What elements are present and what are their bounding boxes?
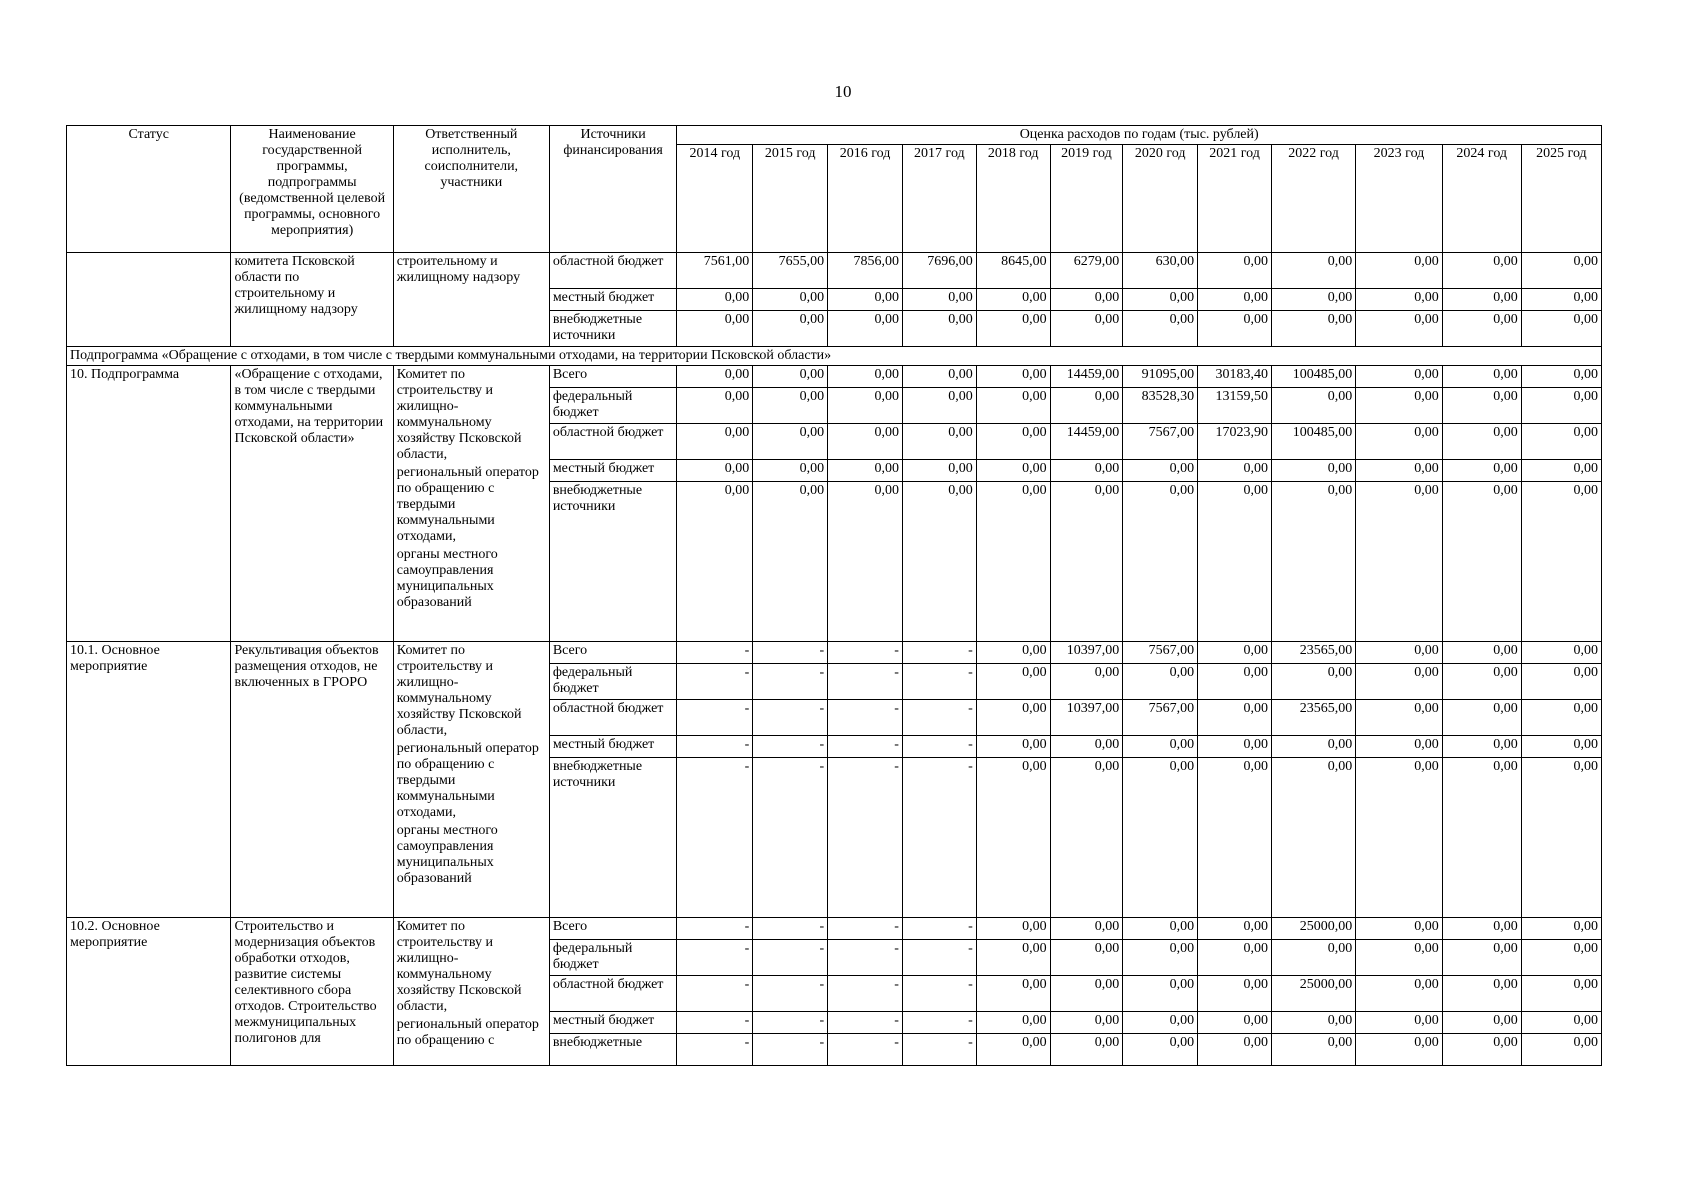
- value-cell: 0,00: [1521, 366, 1601, 388]
- value-cell: 0,00: [1198, 1034, 1272, 1066]
- program-name-cell: Рекультивация объектов размещения отходов, не включенных в ГРОРО: [231, 642, 393, 918]
- funding-source: местный бюджет: [549, 1012, 677, 1034]
- value-cell: 0,00: [1198, 289, 1272, 311]
- table-row: [67, 918, 1602, 940]
- value-cell: 0,00: [753, 289, 828, 311]
- value-cell: 0,00: [1271, 940, 1355, 976]
- funding-source: федеральный бюджет: [549, 940, 677, 976]
- value-cell: 0,00: [1356, 424, 1442, 460]
- value-cell: -: [902, 664, 976, 700]
- value-cell: 7567,00: [1123, 642, 1198, 664]
- value-cell: 0,00: [1123, 736, 1198, 758]
- value-cell: -: [828, 1034, 903, 1066]
- value-cell: 83528,30: [1123, 388, 1198, 424]
- value-cell: 0,00: [753, 388, 828, 424]
- value-cell: 0,00: [976, 976, 1050, 1012]
- executor-entry: Комитет по строительству и жилищно-коммунальному хозяйству Псковской области,: [396, 643, 522, 738]
- funding-source: внебюджетные источники: [549, 758, 677, 918]
- table-row: [67, 642, 1602, 664]
- value-cell: -: [677, 736, 753, 758]
- executor-entry: региональный оператор по обращению с: [396, 1017, 539, 1048]
- value-cell: 0,00: [976, 1012, 1050, 1034]
- value-cell: 0,00: [1356, 460, 1442, 482]
- value-cell: -: [753, 940, 828, 976]
- program-name-cell: «Обращение с отходами, в том числе с твердыми коммунальными отходами, на территории Псковской области»: [231, 366, 393, 642]
- value-cell: 0,00: [1271, 758, 1355, 918]
- value-cell: 0,00: [976, 289, 1050, 311]
- value-cell: 0,00: [1198, 940, 1272, 976]
- value-cell: -: [677, 940, 753, 976]
- value-cell: -: [677, 664, 753, 700]
- value-cell: 0,00: [1271, 311, 1355, 347]
- value-cell: 0,00: [1198, 253, 1272, 289]
- value-cell: 0,00: [1521, 664, 1601, 700]
- value-cell: 7655,00: [753, 253, 828, 289]
- value-cell: 0,00: [828, 289, 903, 311]
- value-cell: -: [902, 1034, 976, 1066]
- value-cell: -: [828, 918, 903, 940]
- value-cell: 0,00: [1198, 1012, 1272, 1034]
- value-cell: 630,00: [1123, 253, 1198, 289]
- value-cell: -: [828, 664, 903, 700]
- year-header: 2018 год: [976, 145, 1050, 253]
- value-cell: 91095,00: [1123, 366, 1198, 388]
- funding-source: областной бюджет: [549, 976, 677, 1012]
- funding-source: областной бюджет: [549, 700, 677, 736]
- value-cell: 0,00: [976, 758, 1050, 918]
- executor-entry: региональный оператор по обращению с твердыми коммунальными отходами,: [396, 741, 539, 820]
- status-cell: [67, 253, 231, 347]
- value-cell: 0,00: [1442, 482, 1521, 642]
- funding-source: Всего: [549, 366, 677, 388]
- year-header: 2024 год: [1442, 145, 1521, 253]
- value-cell: 0,00: [902, 366, 976, 388]
- value-cell: 0,00: [1271, 460, 1355, 482]
- year-header: 2017 год: [902, 145, 976, 253]
- value-cell: 0,00: [1521, 758, 1601, 918]
- section-title: Подпрограмма «Обращение с отходами, в том числе с твердыми коммунальными отходами, на территории Псковской области»: [67, 347, 1602, 366]
- value-cell: 0,00: [1050, 388, 1123, 424]
- value-cell: 0,00: [1521, 700, 1601, 736]
- value-cell: 0,00: [1123, 664, 1198, 700]
- value-cell: 0,00: [1356, 736, 1442, 758]
- value-cell: 0,00: [1271, 253, 1355, 289]
- value-cell: 30183,40: [1198, 366, 1272, 388]
- executor-cell: [393, 642, 549, 918]
- value-cell: 0,00: [1521, 388, 1601, 424]
- value-cell: 0,00: [1198, 758, 1272, 918]
- funding-source: местный бюджет: [549, 736, 677, 758]
- value-cell: 100485,00: [1271, 366, 1355, 388]
- expenses-table: [66, 125, 1602, 1066]
- value-cell: 0,00: [677, 366, 753, 388]
- value-cell: 0,00: [1521, 311, 1601, 347]
- value-cell: 0,00: [1521, 253, 1601, 289]
- value-cell: 0,00: [976, 482, 1050, 642]
- value-cell: 0,00: [1198, 311, 1272, 347]
- value-cell: 0,00: [1050, 758, 1123, 918]
- value-cell: 0,00: [1123, 758, 1198, 918]
- value-cell: 0,00: [677, 482, 753, 642]
- header-funding-sources: Источники финансирования: [549, 126, 677, 253]
- executor-entry: региональный оператор по обращению с твердыми коммунальными отходами,: [396, 465, 539, 544]
- value-cell: 0,00: [1198, 664, 1272, 700]
- value-cell: -: [753, 642, 828, 664]
- value-cell: 0,00: [1050, 736, 1123, 758]
- value-cell: -: [828, 736, 903, 758]
- value-cell: 0,00: [1198, 482, 1272, 642]
- executor-cell: [393, 366, 549, 642]
- value-cell: 0,00: [1123, 289, 1198, 311]
- value-cell: 0,00: [753, 311, 828, 347]
- value-cell: -: [677, 1012, 753, 1034]
- value-cell: -: [902, 642, 976, 664]
- value-cell: 0,00: [1123, 918, 1198, 940]
- value-cell: 0,00: [828, 311, 903, 347]
- funding-source: внебюджетные источники: [549, 482, 677, 642]
- value-cell: 0,00: [976, 700, 1050, 736]
- value-cell: -: [677, 1034, 753, 1066]
- status-cell: 10.1. Основное мероприятие: [67, 642, 231, 918]
- value-cell: 0,00: [902, 482, 976, 642]
- value-cell: 0,00: [976, 940, 1050, 976]
- value-cell: 0,00: [828, 424, 903, 460]
- value-cell: 0,00: [1356, 664, 1442, 700]
- value-cell: 0,00: [1442, 366, 1521, 388]
- executor-entry: Комитет по строительству и жилищно-коммунальному хозяйству Псковской области,: [396, 367, 522, 462]
- table-row: [67, 366, 1602, 388]
- value-cell: 0,00: [1442, 311, 1521, 347]
- year-header: 2023 год: [1356, 145, 1442, 253]
- value-cell: 0,00: [677, 289, 753, 311]
- value-cell: 0,00: [1123, 460, 1198, 482]
- value-cell: 0,00: [677, 460, 753, 482]
- value-cell: 0,00: [1356, 388, 1442, 424]
- year-header: 2019 год: [1050, 145, 1123, 253]
- value-cell: 0,00: [1271, 289, 1355, 311]
- value-cell: 0,00: [1521, 940, 1601, 976]
- funding-source: Всего: [549, 642, 677, 664]
- value-cell: 0,00: [1356, 940, 1442, 976]
- value-cell: 0,00: [828, 460, 903, 482]
- value-cell: 23565,00: [1271, 700, 1355, 736]
- value-cell: 0,00: [1123, 311, 1198, 347]
- value-cell: 0,00: [1356, 482, 1442, 642]
- header-expenses: Оценка расходов по годам (тыс. рублей): [677, 126, 1602, 145]
- value-cell: 0,00: [1271, 388, 1355, 424]
- value-cell: -: [753, 700, 828, 736]
- section-row: [67, 347, 1602, 366]
- value-cell: -: [753, 918, 828, 940]
- value-cell: 0,00: [753, 482, 828, 642]
- value-cell: -: [677, 918, 753, 940]
- value-cell: 0,00: [1356, 311, 1442, 347]
- value-cell: 0,00: [1356, 758, 1442, 918]
- value-cell: 0,00: [1521, 736, 1601, 758]
- value-cell: 7567,00: [1123, 424, 1198, 460]
- value-cell: 0,00: [976, 388, 1050, 424]
- value-cell: 25000,00: [1271, 976, 1355, 1012]
- value-cell: 10397,00: [1050, 700, 1123, 736]
- page-number: 10: [834, 82, 852, 101]
- value-cell: 100485,00: [1271, 424, 1355, 460]
- value-cell: 0,00: [1442, 758, 1521, 918]
- value-cell: 7561,00: [677, 253, 753, 289]
- value-cell: 0,00: [1442, 253, 1521, 289]
- value-cell: 8645,00: [976, 253, 1050, 289]
- value-cell: 0,00: [753, 424, 828, 460]
- value-cell: 14459,00: [1050, 366, 1123, 388]
- value-cell: 0,00: [1050, 664, 1123, 700]
- value-cell: 0,00: [1356, 642, 1442, 664]
- value-cell: 0,00: [902, 311, 976, 347]
- year-header: 2021 год: [1198, 145, 1272, 253]
- executor-cell: [393, 918, 549, 1066]
- value-cell: -: [753, 976, 828, 1012]
- value-cell: 0,00: [1356, 366, 1442, 388]
- value-cell: 0,00: [1050, 976, 1123, 1012]
- executor-entry: Комитет по строительству и жилищно-коммунальному хозяйству Псковской области,: [396, 919, 522, 1014]
- value-cell: 0,00: [1356, 1034, 1442, 1066]
- value-cell: 0,00: [1123, 940, 1198, 976]
- header-status: Статус: [67, 126, 231, 253]
- funding-source: внебюджетные: [549, 1034, 677, 1066]
- value-cell: 0,00: [1521, 1012, 1601, 1034]
- value-cell: 0,00: [1271, 1034, 1355, 1066]
- year-header: 2022 год: [1271, 145, 1355, 253]
- year-header: 2016 год: [828, 145, 903, 253]
- header-program-name: Наименование государственной программы, подпрограммы (ведомственной целевой программы, основного мероприятия): [231, 126, 393, 253]
- value-cell: -: [902, 918, 976, 940]
- value-cell: 6279,00: [1050, 253, 1123, 289]
- value-cell: 0,00: [1050, 289, 1123, 311]
- value-cell: 0,00: [1198, 700, 1272, 736]
- value-cell: 0,00: [1356, 700, 1442, 736]
- value-cell: 14459,00: [1050, 424, 1123, 460]
- value-cell: -: [902, 1012, 976, 1034]
- value-cell: 0,00: [1050, 482, 1123, 642]
- value-cell: -: [677, 700, 753, 736]
- funding-source: местный бюджет: [549, 460, 677, 482]
- value-cell: 0,00: [753, 366, 828, 388]
- value-cell: 0,00: [1442, 700, 1521, 736]
- value-cell: -: [828, 1012, 903, 1034]
- value-cell: 0,00: [1442, 736, 1521, 758]
- value-cell: 0,00: [1521, 289, 1601, 311]
- value-cell: 0,00: [1198, 976, 1272, 1012]
- value-cell: 0,00: [753, 460, 828, 482]
- value-cell: 0,00: [1521, 1034, 1601, 1066]
- table-body: [67, 253, 1602, 1066]
- value-cell: 0,00: [902, 289, 976, 311]
- value-cell: 0,00: [828, 388, 903, 424]
- header-executor: Ответственный исполнитель, соисполнители, участники: [393, 126, 549, 253]
- funding-source: местный бюджет: [549, 289, 677, 311]
- value-cell: 13159,50: [1198, 388, 1272, 424]
- value-cell: 25000,00: [1271, 918, 1355, 940]
- value-cell: -: [828, 940, 903, 976]
- value-cell: -: [677, 642, 753, 664]
- value-cell: 0,00: [1050, 311, 1123, 347]
- value-cell: 0,00: [1442, 289, 1521, 311]
- value-cell: 0,00: [1442, 424, 1521, 460]
- value-cell: 0,00: [1521, 424, 1601, 460]
- value-cell: -: [828, 700, 903, 736]
- value-cell: 0,00: [1442, 460, 1521, 482]
- value-cell: 0,00: [976, 424, 1050, 460]
- value-cell: 0,00: [976, 642, 1050, 664]
- value-cell: 0,00: [1123, 482, 1198, 642]
- table-row: [67, 253, 1602, 289]
- value-cell: 0,00: [902, 424, 976, 460]
- value-cell: -: [902, 700, 976, 736]
- value-cell: -: [753, 758, 828, 918]
- value-cell: -: [753, 1034, 828, 1066]
- value-cell: 0,00: [1271, 736, 1355, 758]
- value-cell: 7567,00: [1123, 700, 1198, 736]
- funding-source: Всего: [549, 918, 677, 940]
- funding-source: внебюджетные источники: [549, 311, 677, 347]
- value-cell: 0,00: [677, 388, 753, 424]
- value-cell: 0,00: [1442, 918, 1521, 940]
- value-cell: -: [753, 664, 828, 700]
- value-cell: 0,00: [677, 424, 753, 460]
- value-cell: 0,00: [1521, 642, 1601, 664]
- funding-source: федеральный бюджет: [549, 388, 677, 424]
- value-cell: 0,00: [1442, 1012, 1521, 1034]
- year-header: 2015 год: [753, 145, 828, 253]
- value-cell: 7856,00: [828, 253, 903, 289]
- value-cell: 0,00: [1356, 253, 1442, 289]
- value-cell: 0,00: [1271, 664, 1355, 700]
- value-cell: 0,00: [1356, 1012, 1442, 1034]
- status-cell: 10.2. Основное мероприятие: [67, 918, 231, 1066]
- value-cell: -: [828, 642, 903, 664]
- value-cell: 0,00: [1050, 940, 1123, 976]
- value-cell: 0,00: [1123, 1034, 1198, 1066]
- value-cell: 0,00: [976, 736, 1050, 758]
- value-cell: 0,00: [1442, 664, 1521, 700]
- value-cell: -: [902, 976, 976, 1012]
- value-cell: 0,00: [1271, 482, 1355, 642]
- value-cell: 0,00: [976, 1034, 1050, 1066]
- funding-source: областной бюджет: [549, 424, 677, 460]
- value-cell: 0,00: [976, 311, 1050, 347]
- value-cell: 0,00: [828, 366, 903, 388]
- value-cell: 0,00: [1356, 918, 1442, 940]
- value-cell: 7696,00: [902, 253, 976, 289]
- value-cell: 0,00: [1521, 460, 1601, 482]
- value-cell: 0,00: [1521, 918, 1601, 940]
- status-cell: 10. Подпрограмма: [67, 366, 231, 642]
- executor-entry: органы местного самоуправления муниципальных образований: [396, 823, 498, 886]
- value-cell: -: [902, 940, 976, 976]
- funding-source: федеральный бюджет: [549, 664, 677, 700]
- value-cell: 0,00: [1271, 1012, 1355, 1034]
- value-cell: 0,00: [1442, 388, 1521, 424]
- value-cell: 0,00: [1050, 1012, 1123, 1034]
- value-cell: 0,00: [1198, 460, 1272, 482]
- value-cell: 0,00: [976, 664, 1050, 700]
- program-name-cell: Строительство и модернизация объектов обработки отходов, развитие системы селективного сбора отходов. Строительство межмуниципальных полигонов для: [231, 918, 393, 1066]
- value-cell: 0,00: [1356, 289, 1442, 311]
- value-cell: -: [828, 976, 903, 1012]
- value-cell: 0,00: [976, 460, 1050, 482]
- value-cell: 0,00: [902, 460, 976, 482]
- value-cell: 0,00: [902, 388, 976, 424]
- executor-entry: органы местного самоуправления муниципальных образований: [396, 547, 498, 610]
- value-cell: 0,00: [1442, 1034, 1521, 1066]
- value-cell: 0,00: [1050, 918, 1123, 940]
- year-header: 2025 год: [1521, 145, 1601, 253]
- value-cell: -: [753, 1012, 828, 1034]
- value-cell: -: [902, 758, 976, 918]
- value-cell: 0,00: [1442, 642, 1521, 664]
- value-cell: 0,00: [1123, 976, 1198, 1012]
- program-name-cell: комитета Псковской области по строительному и жилищному надзору: [231, 253, 393, 347]
- value-cell: 23565,00: [1271, 642, 1355, 664]
- value-cell: 0,00: [677, 311, 753, 347]
- funding-source: областной бюджет: [549, 253, 677, 289]
- value-cell: 0,00: [1050, 1034, 1123, 1066]
- value-cell: 0,00: [1198, 736, 1272, 758]
- value-cell: 0,00: [1521, 482, 1601, 642]
- value-cell: -: [753, 736, 828, 758]
- value-cell: 0,00: [1521, 976, 1601, 1012]
- value-cell: 0,00: [1442, 940, 1521, 976]
- value-cell: 0,00: [1442, 976, 1521, 1012]
- value-cell: 0,00: [1198, 642, 1272, 664]
- value-cell: 0,00: [1198, 918, 1272, 940]
- value-cell: -: [902, 736, 976, 758]
- value-cell: -: [677, 976, 753, 1012]
- value-cell: 0,00: [976, 918, 1050, 940]
- year-header: 2020 год: [1123, 145, 1198, 253]
- value-cell: 0,00: [828, 482, 903, 642]
- executor-cell: строительному и жилищному надзору: [393, 253, 549, 347]
- value-cell: 0,00: [1356, 976, 1442, 1012]
- value-cell: -: [828, 758, 903, 918]
- value-cell: 0,00: [1123, 1012, 1198, 1034]
- value-cell: -: [677, 758, 753, 918]
- value-cell: 10397,00: [1050, 642, 1123, 664]
- value-cell: 0,00: [976, 366, 1050, 388]
- value-cell: 0,00: [1050, 460, 1123, 482]
- year-header: 2014 год: [677, 145, 753, 253]
- value-cell: 17023,90: [1198, 424, 1272, 460]
